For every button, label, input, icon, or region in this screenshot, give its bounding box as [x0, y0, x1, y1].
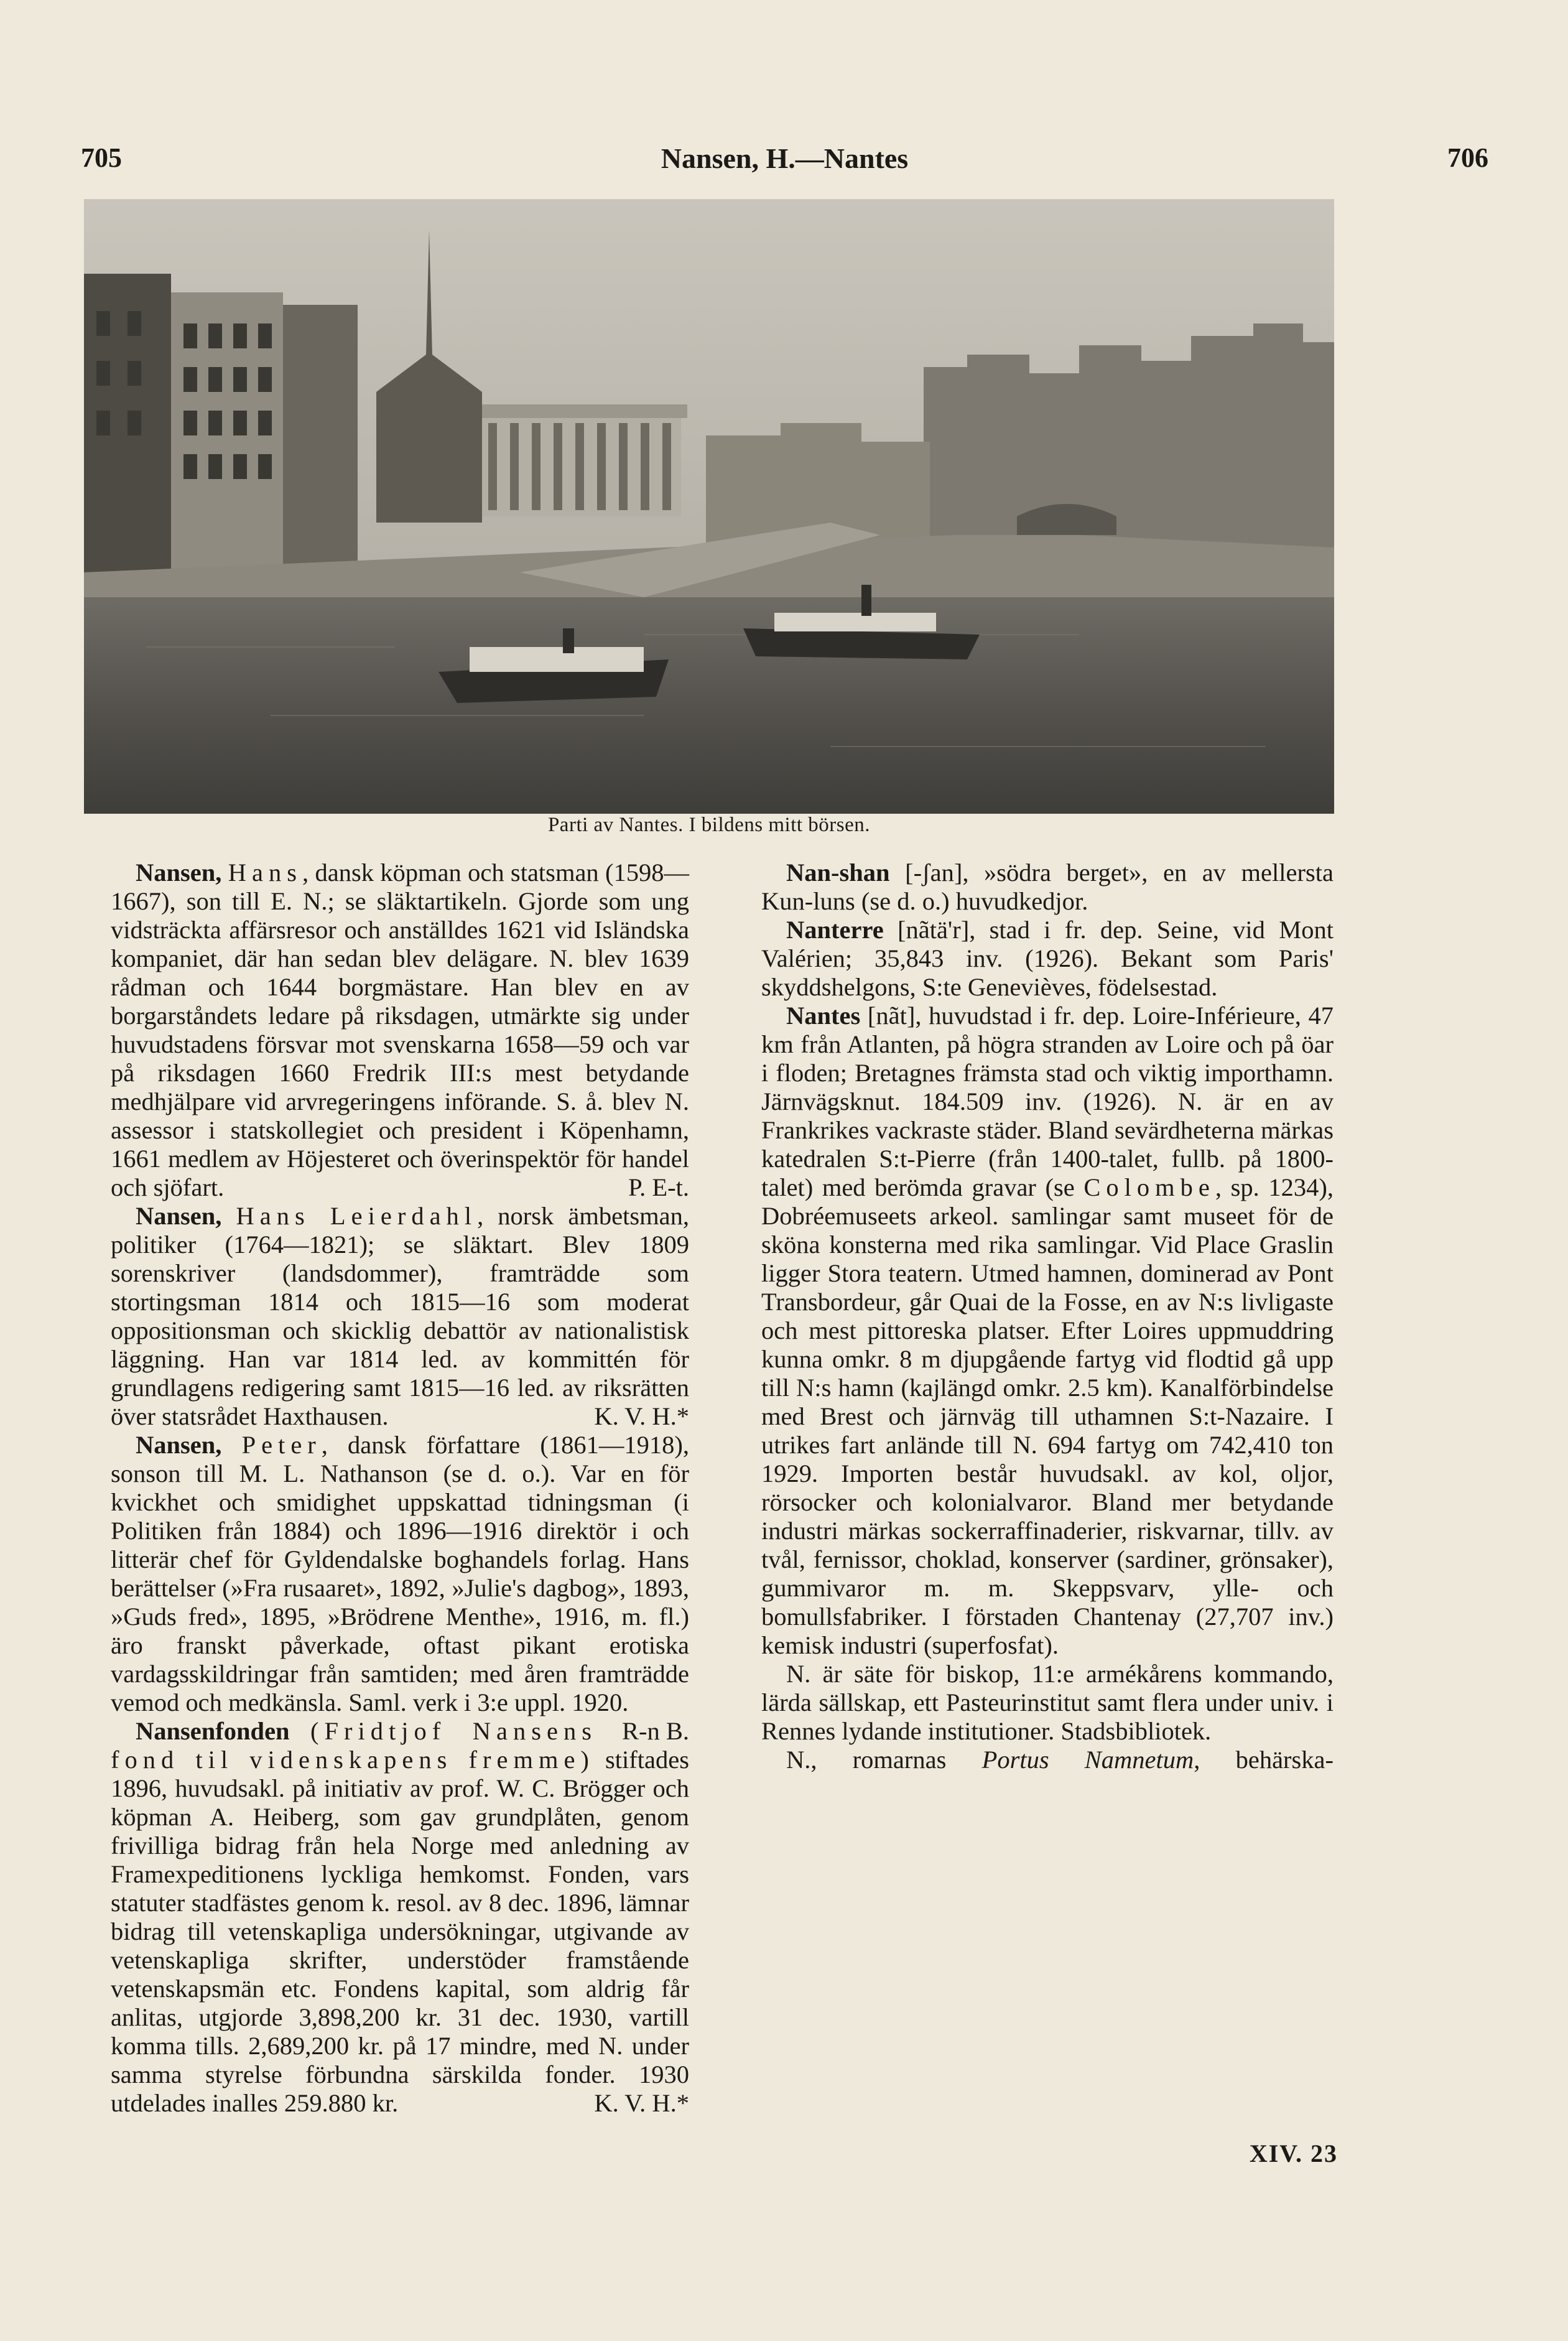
- spaced-name: Hans Leierdahl: [236, 1202, 478, 1230]
- signature-mark: XIV. 23: [1249, 2139, 1338, 2167]
- entry-nansenfonden: [111, 1717, 689, 2118]
- photo-nantes: [84, 199, 1334, 814]
- column-left: [111, 859, 689, 2118]
- headword: Nansen,: [136, 859, 222, 887]
- spaced-name: Peter: [241, 1431, 322, 1459]
- entry-text: N., romarnas: [786, 1746, 982, 1774]
- headword: Nantes: [786, 1002, 861, 1030]
- headword: Nanterre: [786, 916, 884, 944]
- signature: R-n B.: [621, 1717, 689, 1745]
- entry-text: [nãtä'r], stad i fr. dep. Seine, vid Mont Valérien; 35,843 inv. (1926). Bekant som Paris' skyddshelgons, S:te Genevièves, födelsestad.: [761, 916, 1334, 1001]
- signature: P. E-t.: [628, 1173, 689, 1201]
- page-number-right: 706: [1447, 142, 1488, 173]
- entry-text: [nãt], huvudstad i fr. dep. Loire-Inférieure, 47 km från Atlanten, på högra stranden av Loire och på öar i floden; Bretagnes främsta stad och viktig importhamn. Järnvägsknut. 184.509 inv. (1926). N. är en av Frankrikes vackraste städer. Bland sevärdheterna märkas katedralen S:t-Pierre (från 1400-talet, fullb. på 1800-talet) med berömda gravar (se: [761, 1002, 1334, 1201]
- headword: Nansen,: [136, 1202, 222, 1230]
- photo-caption: Parti av Nantes. I bildens mitt börsen.: [547, 814, 871, 836]
- entry-nansen-hans: [111, 859, 689, 1202]
- entry-nanterre: [761, 916, 1334, 1002]
- entry-text: , dansk köpman och statsman (1598—1667), son till E. N.; se släktartikeln. Gjorde som ung vidsträckta affärsresor och anställdes 1621 vid Isländska kompaniet, där han sedan blev delägare. N. blev 1639 rådman och 1644 borgmästare. Han blev en av borgarståndets ledare på riksdagen, utmärkte sig under huvudstadens försvar mot svenskarna 1658—59 och var på riksdagen 1660 Fredrik III:s mest betydande medhjälpare vid arvregeringens införande. S. å. blev N. assessor i statskollegiet och president i Köpenhamn, 1661 medlem av Höjesteret och överinspektör för handel och sjöfart.: [111, 859, 689, 1201]
- page-number-left: 705: [81, 142, 122, 173]
- spaced-name: (Fridtjof Nansens fond til videnskapens fremme): [111, 1717, 597, 1774]
- signature: K. V. H.*: [594, 2089, 689, 2117]
- entry-text: stiftades 1896, huvudsakl. på initiativ av prof. W. C. Brögger och köpman A. Heiberg, som gav grundplåten, genom frivilliga bidrag från hela Norge med anledning av Framexpeditionens lyckliga hemkomst. Fonden, vars statuter stadfästes genom k. resol. av 8 dec. 1896, lämnar bidrag till vetenskapliga undersökningar, utgivande av vetenskapliga skrifter, understöder framstående vetenskapsmän etc. Fondens kapital, som aldrig får anlitas, utgjorde 3,898,200 kr. 31 dec. 1930, vartill komma tills. 2,689,200 kr. på 17 mindre, med N. under samma styrelse förbundna särskilda fonder. 1930 utdelades inalles 259.880 kr.: [111, 1746, 689, 2117]
- cross-reference: Colombe: [1083, 1173, 1215, 1201]
- running-title: Nansen, H.—Nantes: [661, 142, 909, 174]
- photo-illustration: [84, 199, 1334, 814]
- entry-nantes-p3: [761, 1746, 1334, 1803]
- headword: Nansenfonden: [136, 1717, 290, 1745]
- headword: Nan-shan: [786, 859, 890, 887]
- entry-nansen-hans-leierdahl: [111, 1202, 689, 1431]
- entry-nantes-p2: N. är säte för biskop, 11:e armékårens kommando, lärda sällskap, ett Pasteurinstitut samt flera under univ. i Rennes lydande institutioner. Stadsbibliotek.: [761, 1660, 1334, 1745]
- entry-nantes: [761, 1002, 1334, 1660]
- column-right: [761, 859, 1334, 1803]
- signature: K. V. H.*: [594, 1402, 689, 1430]
- headword: Nansen,: [136, 1431, 222, 1459]
- entry-text: , dansk författare (1861—1918), sonson till M. L. Nathanson (se d. o.). Var en för kvickhet och smidighet uppskattad tidningsman (i Politiken från 1884) och 1896—1916 direktör i och litterär chef för Gyldendalske boghandels forlag. Hans berättelser (»Fra rusaaret», 1892, »Julie's dagbog», 1893, »Guds fred», 1895, »Brödrene Menthe», 1916, m. fl.) äro franskt påverkade, oftast pikant erotiska vardagsskildringar från samtiden; med åren framträdde vemod och medkänsla. Saml. verk i 3:e uppl. 1920.: [111, 1431, 690, 1716]
- latin-name: Portus Namnetum: [981, 1746, 1194, 1774]
- entry-text: , norsk ämbetsman, politiker (1764—1821); se släktart. Blev 1809 sorenskriver (landsdommer), framträdde som stortingsman 1814 och 1815—16 som moderat oppositionsman och skicklig debattör av nationalistisk läggning. Han var 1814 led. av kommittén för grundlagens redigering samt 1815—16 led. av riksrätten över statsrådet Haxthausen.: [111, 1202, 689, 1430]
- spaced-name: Hans: [228, 859, 303, 887]
- entry-text: [-ʃan], »södra berget», en av mellersta Kun-luns (se d. o.) huvudkedjor.: [761, 859, 1334, 915]
- running-header: [81, 142, 1488, 185]
- entry-text-cont: , behärska-: [1194, 1746, 1334, 1774]
- entry-text-cont: , sp. 1234), Dobréemuseets arkeol. samlingar samt museet för de sköna konsterna med rika samlingar. Vid Place Graslin ligger Stora teatern. Utmed hamnen, dominerad av Pont Transbordeur, går Quai de la Fosse, en av N:s livligaste och mest pittoreska platser. Efter Loires uppmuddring kunna omkr. 8 m djupgående fartyg vid flodtid gå upp till N:s hamn (kajlängd omkr. 2.5 km). Kanalförbindelse med Brest och järnväg till uthamnen S:t-Nazaire. I utrikes fart anlände till N. 694 fartyg om 742,410 ton 1929. Importen består huvudsakl. av kol, oljor, rörsocker och kolonialvaror. Bland mer betydande industri märkas sockerraffinaderier, riskvarnar, tillv. av tvål, fernissor, choklad, konserver (sardiner, grönsaker), gummivaror m. m. Skeppsvarv, ylle- och bomullsfabriker. I förstaden Chantenay (27,707 inv.) kemisk industri (superfosfat).: [761, 1173, 1334, 1659]
- entry-nan-shan: [761, 859, 1334, 916]
